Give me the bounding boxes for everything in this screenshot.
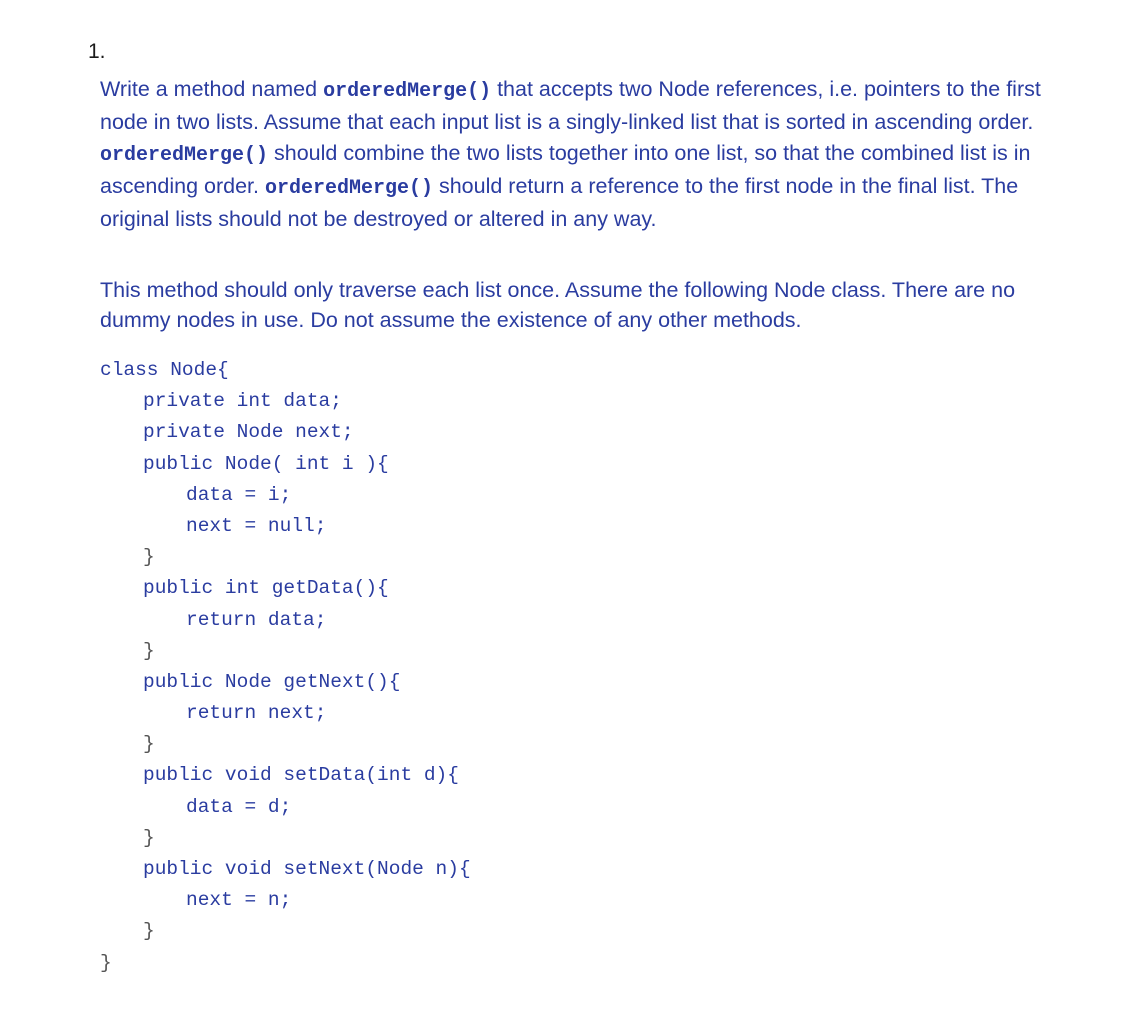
description-text-2: that accepts two Node references, i.e. pointers to the first node in two lists. Assume that each input list is a singly-linked list that is sorted in ascending order. bbox=[100, 77, 1041, 135]
code-line: data = d; bbox=[186, 795, 292, 818]
code-line: } bbox=[143, 733, 155, 756]
code-line: return data; bbox=[186, 608, 327, 631]
code-line: return next; bbox=[186, 702, 327, 725]
description-text-4: should return a reference to the first node in the final list. The original lists should not be destroyed or altered in any way. bbox=[100, 173, 1019, 232]
code-line: public int getData(){ bbox=[143, 577, 389, 600]
description-text-3: should combine the two lists together into one list, so that the combined list is in ascending order. bbox=[100, 140, 1031, 198]
code-line: } bbox=[143, 546, 155, 569]
method-name-inline: orderedMerge() bbox=[100, 143, 269, 167]
code-line: public void setData(int d){ bbox=[143, 764, 459, 787]
code-line: private int data; bbox=[143, 390, 342, 413]
code-line: public Node( int i ){ bbox=[143, 452, 389, 475]
code-line: class Node{ bbox=[100, 359, 229, 381]
question-number: 1. bbox=[88, 40, 106, 63]
code-line: private Node next; bbox=[143, 421, 354, 444]
code-line: public Node getNext(){ bbox=[143, 670, 401, 693]
code-line: next = null; bbox=[186, 514, 327, 537]
node-class-code bbox=[100, 355, 471, 979]
method-name-inline: orderedMerge() bbox=[323, 80, 492, 103]
code-line: } bbox=[100, 951, 112, 974]
code-line: } bbox=[143, 920, 155, 943]
code-line: } bbox=[143, 639, 155, 662]
problem-constraints: This method should only traverse each list once. Assume the following Node class. There are no dummy nodes in use. Do not assume the existence of any other methods. bbox=[100, 278, 1016, 333]
code-line: } bbox=[143, 826, 155, 849]
method-name-inline: orderedMerge() bbox=[264, 176, 433, 200]
code-line: public void setNext(Node n){ bbox=[143, 858, 471, 880]
problem-description bbox=[100, 74, 1060, 234]
code-line: next = n; bbox=[186, 889, 292, 912]
description-text-1: Write a method named bbox=[100, 77, 324, 101]
code-line: data = i; bbox=[186, 483, 292, 506]
